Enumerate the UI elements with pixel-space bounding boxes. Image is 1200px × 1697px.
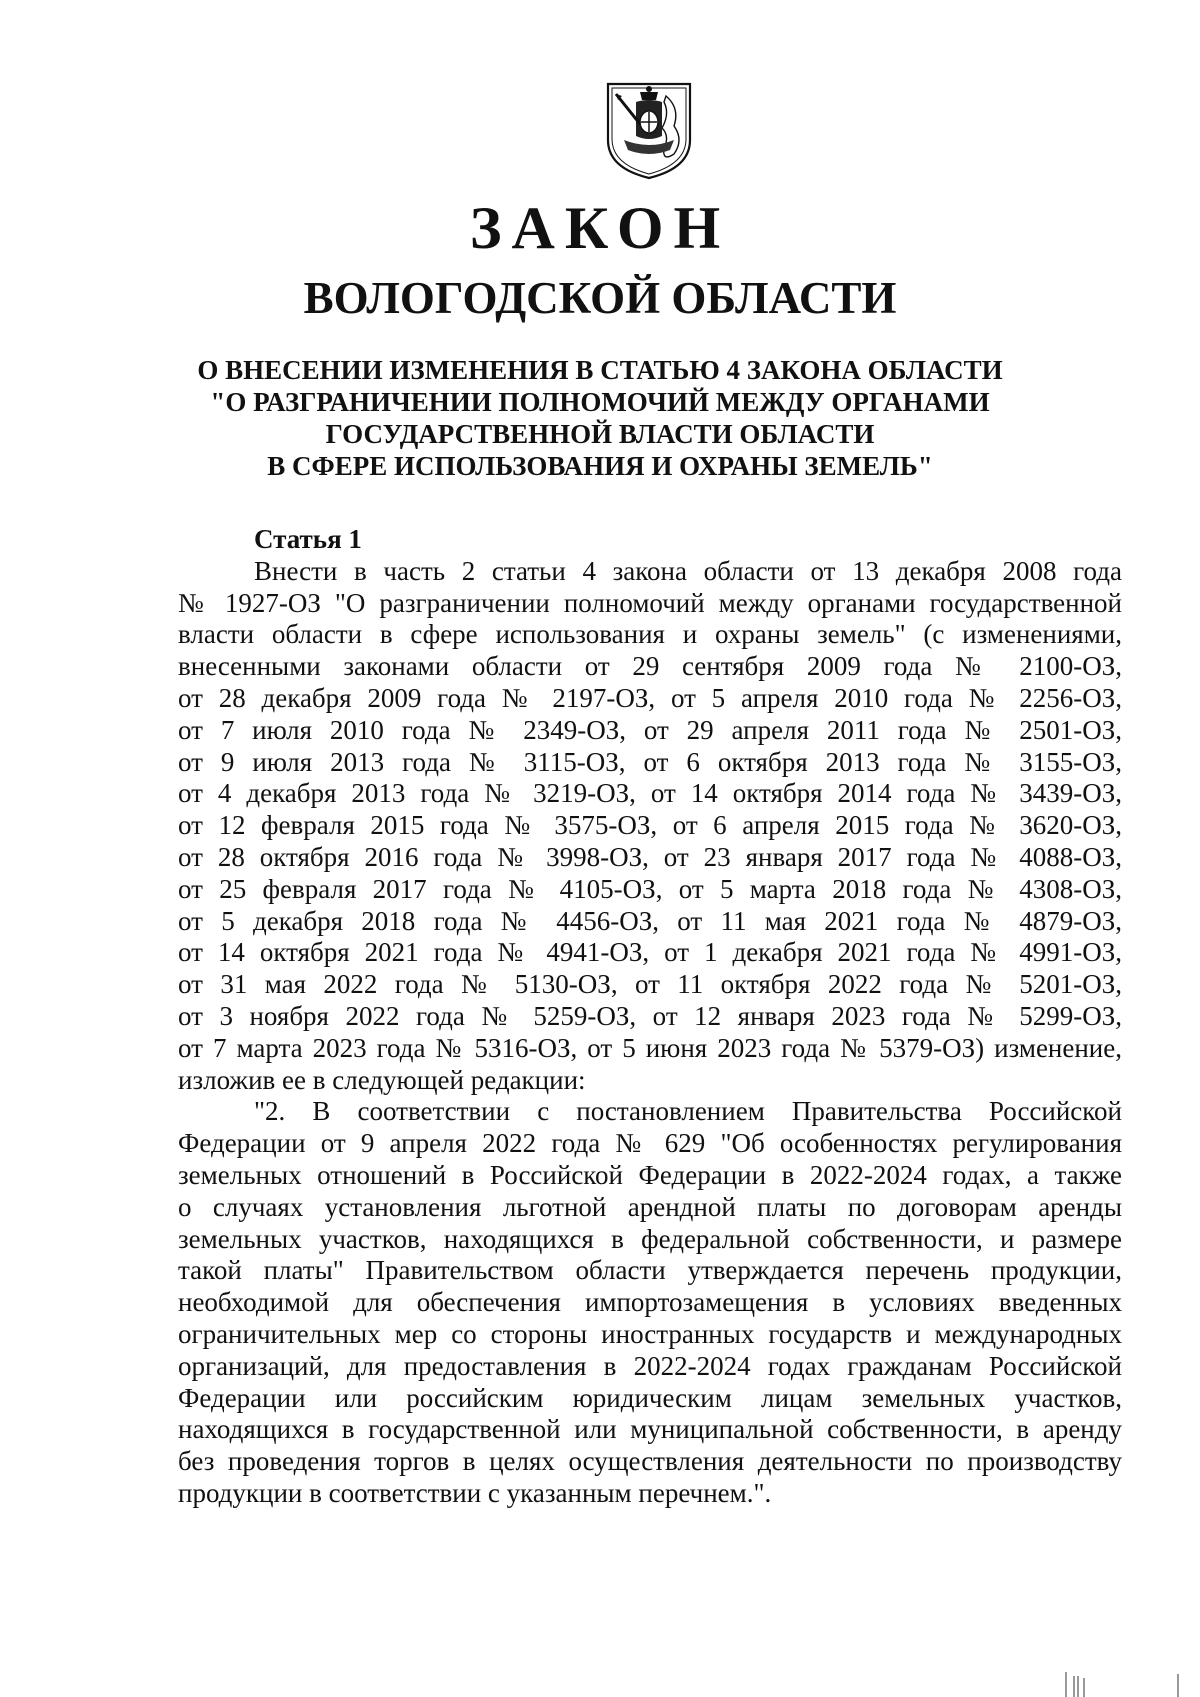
text-line: от 7 марта 2023 года № 5316-ОЗ, от 5 июня 2023 года № 5379-ОЗ) изменение, [178, 1032, 1122, 1063]
text-line: такой платы" Правительством области утверждается перечень продукции, [178, 1255, 1122, 1286]
text-line: ограничительных мер со стороны иностранных государств и международных [178, 1318, 1122, 1349]
text-line: внесенными законами области от 29 сентября 2009 года № 2100-ОЗ, [178, 651, 1122, 682]
scan-edge-marks [1062, 1672, 1182, 1697]
article-heading: Статья 1 [254, 524, 362, 554]
law-title-line: ГОСУДАРСТВЕННОЙ ВЛАСТИ ОБЛАСТИ [325, 419, 875, 449]
text-line: от 5 декабря 2018 года № 4456-ОЗ, от 11 мая 2021 года № 4879-ОЗ, [178, 905, 1122, 936]
text-line: без проведения торгов в целях осуществления деятельности по производству [178, 1446, 1122, 1477]
text-line: организаций, для предоставления в 2022-2024 годах гражданам Российской [178, 1350, 1122, 1381]
text-line: от 4 декабря 2013 года № 3219-ОЗ, от 14 октября 2014 года № 3439-ОЗ, [178, 778, 1122, 809]
text-line: от 12 февраля 2015 года № 3575-ОЗ, от 6 апреля 2015 года № 3620-ОЗ, [178, 810, 1122, 841]
law-heading: ЗАКОН [469, 195, 731, 261]
text-line: от 7 июля 2010 года № 2349-ОЗ, от 29 апреля 2011 года № 2501-ОЗ, [178, 714, 1122, 745]
text-line: продукции в соответствии с указанным перечнем.". [178, 1477, 772, 1508]
text-line: власти области в сфере использования и охраны земель" (с изменениями, [178, 619, 1122, 650]
article-body [178, 524, 1122, 1510]
law-title-line: О ВНЕСЕНИИ ИЗМЕНЕНИЯ В СТАТЬЮ 4 ЗАКОНА ОБЛАСТИ [197, 355, 1003, 385]
text-line: Федерации или российским юридическим лицам земельных участков, [178, 1382, 1122, 1413]
text-line: "2. В соответствии с постановлением Правительства Российской [254, 1096, 1122, 1127]
vologda-coat-of-arms-icon [604, 78, 694, 181]
text-line: № 1927-ОЗ "О разграничении полномочий между органами государственной [178, 587, 1122, 618]
text-line: от 28 октября 2016 года № 3998-ОЗ, от 23 января 2017 года № 4088-ОЗ, [178, 841, 1122, 872]
text-line: земельных отношений в Российской Федерации в 2022-2024 годах, а также [178, 1159, 1122, 1190]
text-line: от 28 декабря 2009 года № 2197-ОЗ, от 5 апреля 2010 года № 2256-ОЗ, [178, 682, 1122, 713]
text-line: о случаях установления льготной арендной платы по договорам аренды [178, 1191, 1122, 1222]
text-line: от 9 июля 2013 года № 3115-ОЗ, от 6 октября 2013 года № 3155-ОЗ, [178, 746, 1122, 777]
text-line: от 25 февраля 2017 года № 4105-ОЗ, от 5 марта 2018 года № 4308-ОЗ, [178, 873, 1122, 904]
text-line: земельных участков, находящихся в федеральной собственности, и размере [178, 1223, 1122, 1254]
law-title-line: "О РАЗГРАНИЧЕНИИ ПОЛНОМОЧИЙ МЕЖДУ ОРГАНАМИ [210, 387, 990, 417]
article-paragraph-2 [178, 1096, 1122, 1509]
text-line: Внести в часть 2 статьи 4 закона области от 13 декабря 2008 года [254, 555, 1122, 586]
text-line: от 31 мая 2022 года № 5130-ОЗ, от 11 октября 2022 года № 5201-ОЗ, [178, 969, 1122, 1000]
law-title-line: В СФЕРЕ ИСПОЛЬЗОВАНИЯ И ОХРАНЫ ЗЕМЕЛЬ" [267, 451, 933, 481]
text-line: Федерации от 9 апреля 2022 года № 629 "Об особенностях регулирования [178, 1128, 1122, 1159]
article-paragraph-1 [178, 556, 1122, 1097]
text-line: от 14 октября 2021 года № 4941-ОЗ, от 1 декабря 2021 года № 4991-ОЗ, [178, 937, 1122, 968]
text-line: находящихся в государственной или муниципальной собственности, в аренду [178, 1414, 1122, 1445]
law-title [160, 354, 1040, 482]
text-line: от 3 ноября 2022 года № 5259-ОЗ, от 12 января 2023 года № 5299-ОЗ, [178, 1000, 1122, 1031]
region-name: ВОЛОГОДСКОЙ ОБЛАСТИ [303, 273, 897, 323]
text-line: изложив ее в следующей редакции: [178, 1064, 586, 1095]
text-line: необходимой для обеспечения импортозамещения в условиях введенных [178, 1287, 1122, 1318]
